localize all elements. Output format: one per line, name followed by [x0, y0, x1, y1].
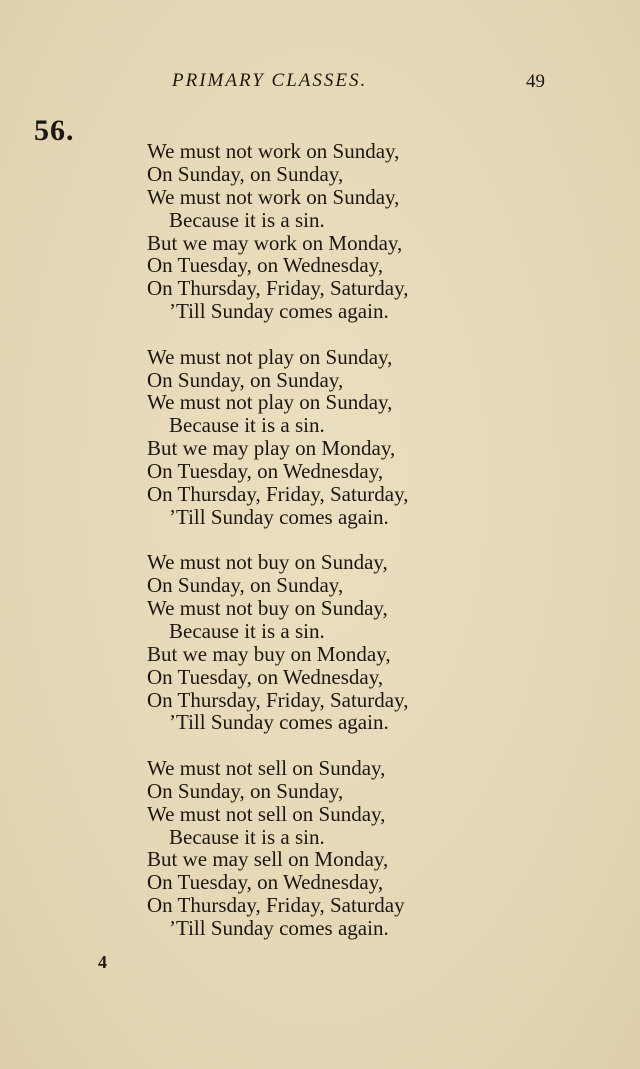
verse-line: Because it is a sin.: [169, 618, 325, 643]
verse-line: We must not sell on Sunday,: [147, 755, 386, 780]
verse-line: We must not play on Sunday,: [147, 390, 393, 415]
verse-line: Because it is a sin.: [169, 207, 325, 232]
verse-line: On Thursday, Friday, Saturday,: [147, 481, 409, 506]
stanza: [147, 346, 607, 529]
hymn-number: 56.: [34, 114, 75, 147]
verse-line: ’Till Sunday comes again.: [169, 710, 389, 735]
verse-line: But we may buy on Monday,: [147, 641, 391, 666]
verse-line: We must not sell on Sunday,: [147, 801, 386, 826]
stanza: [147, 140, 607, 323]
verse-line: On Thursday, Friday, Saturday,: [147, 276, 409, 301]
running-head: PRIMARY CLASSES.: [172, 70, 368, 91]
stanza: [147, 757, 607, 940]
verse-line: Because it is a sin.: [169, 824, 325, 849]
verse-line: We must not buy on Sunday,: [147, 550, 388, 575]
verse-line: We must not play on Sunday,: [147, 344, 393, 369]
verse-line: On Sunday, on Sunday,: [147, 161, 344, 186]
verse-line: On Tuesday, on Wednesday,: [147, 870, 384, 895]
verse-line: On Sunday, on Sunday,: [147, 367, 344, 392]
verse-line: On Sunday, on Sunday,: [147, 573, 344, 598]
hymn-text: [147, 140, 607, 963]
verse-line: ’Till Sunday comes again.: [169, 916, 389, 941]
verse-line: But we may play on Monday,: [147, 436, 396, 461]
verse-line: But we may work on Monday,: [147, 230, 403, 255]
verse-line: ’Till Sunday comes again.: [169, 504, 389, 529]
verse-line: Because it is a sin.: [169, 413, 325, 438]
stanza: [147, 551, 607, 734]
verse-line: We must not work on Sunday,: [147, 184, 400, 209]
verse-line: We must not work on Sunday,: [147, 139, 400, 163]
verse-line: On Tuesday, on Wednesday,: [147, 253, 384, 278]
verse-line: ’Till Sunday comes again.: [169, 299, 389, 324]
signature-mark: 4: [98, 952, 107, 972]
verse-line: On Sunday, on Sunday,: [147, 778, 344, 803]
verse-line: On Thursday, Friday, Saturday: [147, 893, 405, 918]
verse-line: On Tuesday, on Wednesday,: [147, 664, 384, 689]
verse-line: We must not buy on Sunday,: [147, 596, 388, 621]
page-number: 49: [526, 71, 545, 92]
verse-line: But we may sell on Monday,: [147, 847, 389, 872]
verse-line: On Thursday, Friday, Saturday,: [147, 687, 409, 712]
verse-line: On Tuesday, on Wednesday,: [147, 459, 384, 484]
